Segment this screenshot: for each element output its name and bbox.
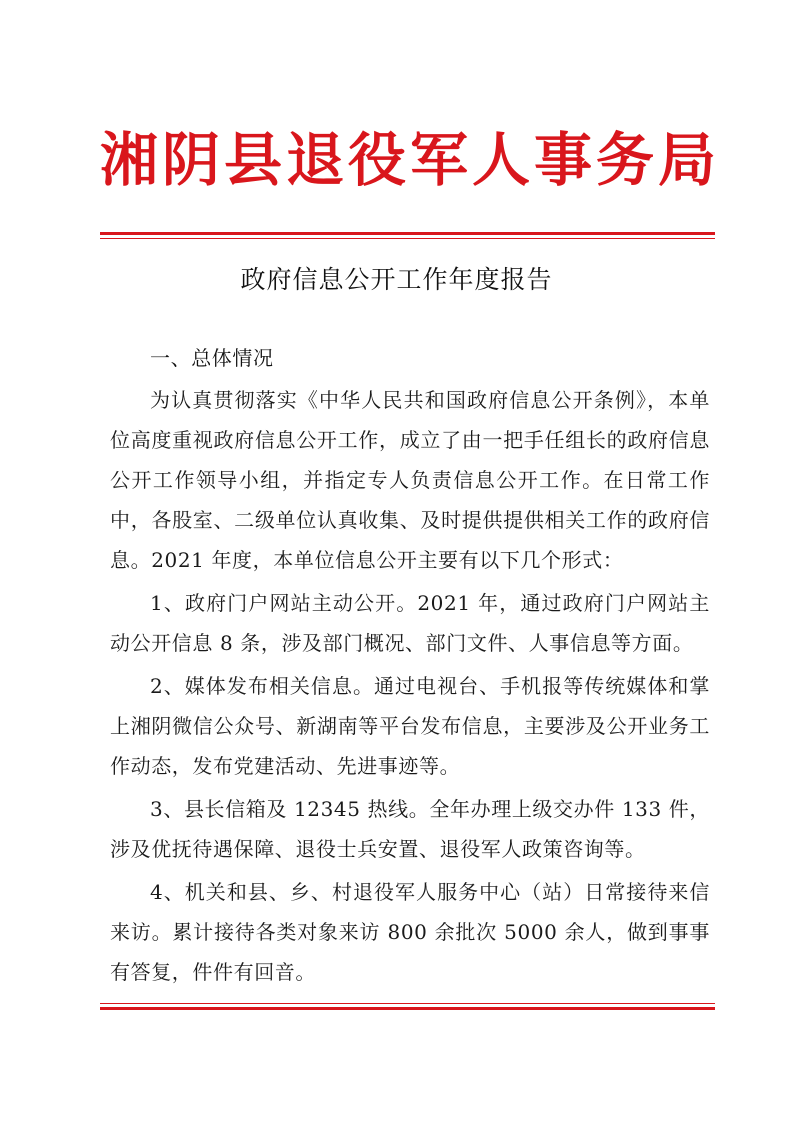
footer-rule-thick (100, 1007, 715, 1010)
section-heading: 一、总体情况 (150, 346, 274, 370)
document-body (110, 338, 710, 992)
letterhead-org-name: 湘阴县退役军人事务局 (99, 126, 720, 194)
letterhead-rule-thick (100, 232, 715, 235)
list-item: 4、机关和县、乡、村退役军人服务中心（站）日常接待来信来访。累计接待各类对象来访 800 余批次 5000 余人，做到事事有答复，件件有回音。 (110, 880, 710, 984)
list-item: 1、政府门户网站主动公开。2021 年，通过政府门户网站主动公开信息 8 条，涉及部门概况、部门文件、人事信息等方面。 (110, 591, 710, 655)
list-item: 2、媒体发布相关信息。通过电视台、手机报等传统媒体和掌上湘阴微信公众号、新湖南等平台发布信息，主要涉及公开业务工作动态，发布党建活动、先进事迹等。 (110, 674, 710, 778)
letterhead-rule-thin (100, 238, 715, 239)
list-item: 3、县长信箱及 12345 热线。全年办理上级交办件 133 件，涉及优抚待遇保障、退役士兵安置、退役军人政策咨询等。 (110, 797, 710, 861)
document-title: 政府信息公开工作年度报告 (240, 265, 553, 294)
section-intro-paragraph: 为认真贯彻落实《中华人民共和国政府信息公开条例》，本单位高度重视政府信息公开工作，成立了由一把手任组长的政府信息公开工作领导小组，并指定专人负责信息公开工作。在日常工作中，各股室、二级单位认真收集、及时提供提供相关工作的政府信息。2021 年度，本单位信息公开主要有以下几个形式： (110, 388, 710, 572)
footer-rule-thin (100, 1003, 715, 1004)
